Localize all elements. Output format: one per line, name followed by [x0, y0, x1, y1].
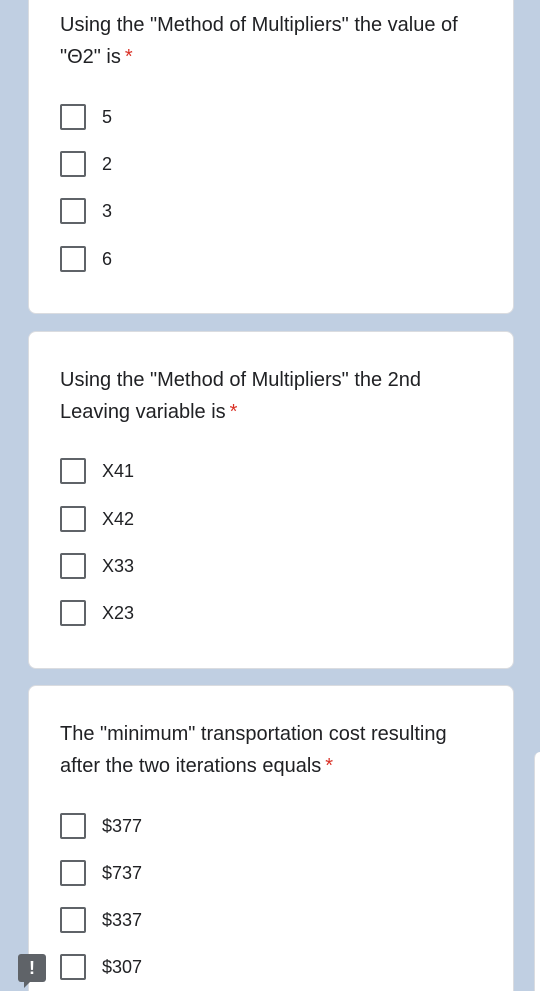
report-icon[interactable] [18, 954, 46, 982]
question-card-1 [28, 0, 514, 314]
checkbox[interactable] [60, 860, 86, 886]
checkbox-option[interactable] [60, 811, 142, 841]
question-title [60, 364, 480, 428]
checkbox-option[interactable] [60, 102, 112, 132]
checkbox-option[interactable] [60, 858, 142, 888]
option-label: 3 [102, 200, 113, 221]
option-label: X42 [102, 508, 135, 529]
option-label: X33 [102, 555, 135, 576]
checkbox[interactable] [60, 553, 86, 579]
checkbox[interactable] [60, 151, 86, 177]
checkbox[interactable] [60, 813, 86, 839]
side-panel-edge [534, 752, 540, 991]
checkbox-option[interactable] [60, 244, 112, 274]
question-card-2 [28, 331, 514, 669]
checkbox-option[interactable] [60, 149, 112, 179]
option-label: 2 [102, 153, 113, 174]
question-title [60, 718, 480, 782]
option-label: $737 [102, 862, 143, 883]
question-text: Using the "Method of Multipliers" the 2nd Leaving variable is [60, 369, 422, 423]
option-label: $337 [102, 909, 143, 930]
checkbox[interactable] [60, 198, 86, 224]
required-asterisk: * [325, 755, 334, 777]
checkbox[interactable] [60, 954, 86, 980]
required-asterisk: * [124, 46, 133, 68]
checkbox[interactable] [60, 458, 86, 484]
checkbox-option[interactable] [60, 905, 142, 935]
checkbox-option[interactable] [60, 196, 112, 226]
question-card-3 [28, 685, 514, 991]
required-asterisk: * [229, 401, 238, 423]
checkbox[interactable] [60, 600, 86, 626]
checkbox-option[interactable] [60, 456, 134, 486]
checkbox-option[interactable] [60, 598, 134, 628]
checkbox-option[interactable] [60, 952, 142, 982]
option-label: X41 [102, 460, 135, 481]
checkbox[interactable] [60, 506, 86, 532]
checkbox[interactable] [60, 907, 86, 933]
exclamation-glyph: ! [29, 958, 35, 978]
question-text: The "minimum" transportation cost resulting after the two iterations equals [60, 723, 447, 777]
question-text: Using the "Method of Multipliers" the value of "Θ2" is [60, 14, 458, 68]
checkbox[interactable] [60, 104, 86, 130]
question-title [60, 9, 480, 73]
checkbox[interactable] [60, 246, 86, 272]
checkbox-option[interactable] [60, 504, 134, 534]
option-label: $377 [102, 815, 143, 836]
option-label: 5 [102, 106, 113, 127]
checkbox-option[interactable] [60, 551, 134, 581]
option-label: $307 [102, 956, 143, 977]
option-label: 6 [102, 248, 113, 269]
option-label: X23 [102, 602, 135, 623]
